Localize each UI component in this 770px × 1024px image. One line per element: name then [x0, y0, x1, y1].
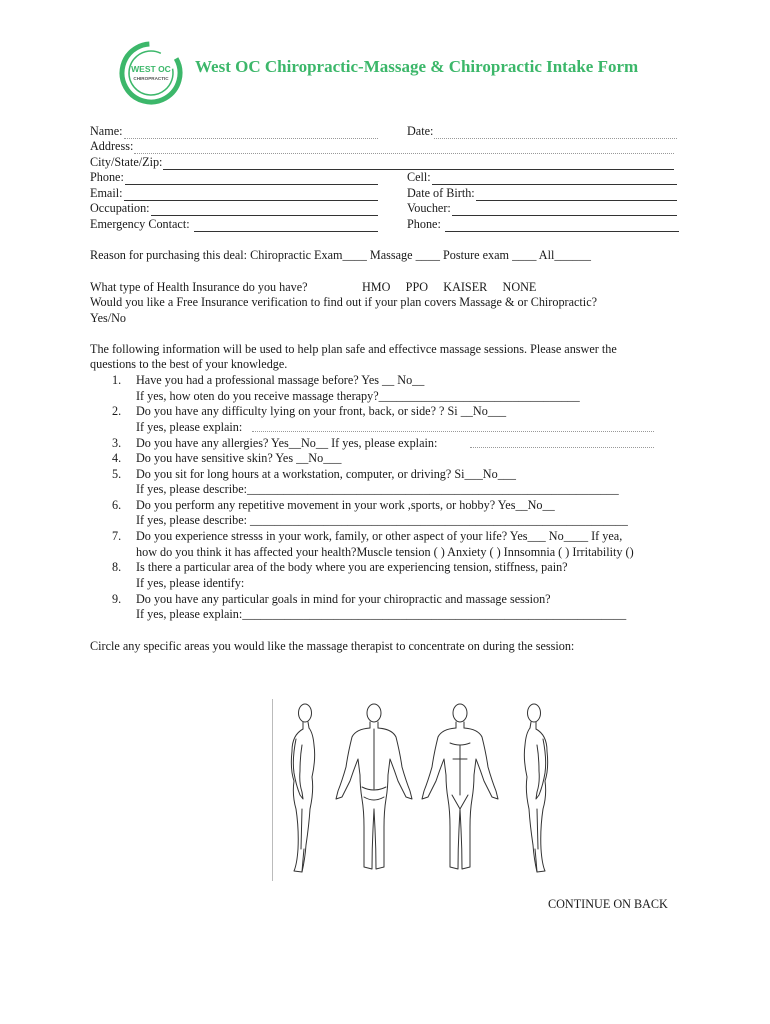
emergency-phone-field[interactable] — [407, 217, 679, 232]
body-figure-front[interactable] — [422, 704, 498, 869]
body-figure-side-right[interactable] — [524, 704, 547, 872]
question-number: 1. — [112, 373, 122, 387]
insurance-verification: Would you like a Free Insurance verification to find out if your plan covers Massage & or Chiropractic? — [90, 295, 598, 309]
question-text: Do you experience stresss in your work, family, or other aspect of your life? Yes___ No____ If yea, — [136, 529, 623, 543]
name-label: Name: — [90, 124, 123, 138]
question-text: If yes, please describe: ______________________________________________________________ — [136, 513, 628, 527]
phone-field[interactable] — [90, 170, 378, 185]
date-field[interactable] — [407, 124, 677, 139]
body-diagram[interactable] — [272, 699, 572, 881]
phone-label: Phone: — [90, 170, 124, 184]
address-label: Address: — [90, 139, 134, 153]
list-item[interactable] — [0, 467, 770, 482]
list-item[interactable] — [0, 498, 770, 513]
question-number: 3. — [112, 436, 122, 450]
list-item[interactable] — [0, 436, 770, 451]
question-text: Do you perform any repetitive movement in your work ,sports, or hobby? Yes__No__ — [136, 498, 555, 512]
body-figure-side-left[interactable] — [291, 704, 314, 872]
insurance-question: What type of Health Insurance do you have? — [90, 280, 308, 294]
voucher-field[interactable] — [407, 201, 677, 216]
cell-label: Cell: — [407, 170, 431, 184]
reason-line[interactable]: Reason for purchasing this deal: Chiropractic Exam____ Massage ____ Posture exam ____ All______ — [90, 248, 591, 262]
voucher-label: Voucher: — [407, 201, 451, 215]
clinic-logo — [117, 39, 185, 107]
list-item[interactable] — [0, 545, 770, 560]
question-number: 2. — [112, 404, 122, 418]
intro-line-2: questions to the best of your knowledge. — [90, 357, 288, 371]
list-item[interactable] — [0, 482, 770, 497]
occupation-label: Occupation: — [90, 201, 150, 215]
list-item[interactable] — [0, 607, 770, 622]
question-text: Do you have any difficulty lying on your front, back, or side? ? Si __No___ — [136, 404, 507, 418]
city-state-zip-field[interactable] — [90, 155, 674, 170]
question-number: 7. — [112, 529, 122, 543]
question-text: If yes, please explain: — [136, 420, 243, 434]
list-item[interactable] — [0, 576, 770, 591]
list-item[interactable] — [0, 373, 770, 388]
question-number: 4. — [112, 451, 122, 465]
list-item[interactable] — [0, 560, 770, 575]
question-number: 6. — [112, 498, 122, 512]
insurance-options[interactable]: HMO PPO KAISER NONE — [362, 280, 537, 294]
body-figure-back[interactable] — [336, 704, 412, 869]
form-title: West OC Chiropractic-Massage & Chiropractic Intake Form — [195, 57, 639, 76]
city-state-zip-label: City/State/Zip: — [90, 155, 163, 169]
insurance-yes-no[interactable]: Yes/No — [90, 311, 127, 325]
question-text: how do you think it has affected your health?Muscle tension ( ) Anxiety ( ) Innsomnia ( ) Irritability () — [136, 545, 634, 559]
dob-label: Date of Birth: — [407, 186, 475, 200]
question-text: If yes, please describe:_____________________________________________________________ — [136, 482, 619, 496]
cell-field[interactable] — [407, 170, 677, 185]
email-label: Email: — [90, 186, 123, 200]
emergency-phone-label: Phone: — [407, 217, 441, 231]
list-item[interactable] — [0, 513, 770, 528]
question-number: 5. — [112, 467, 122, 481]
list-item[interactable] — [0, 420, 770, 435]
list-item[interactable] — [0, 451, 770, 466]
emergency-contact-field[interactable] — [90, 217, 378, 232]
logo-text-bottom: CHIROPRACTIC — [133, 76, 169, 81]
question-text: If yes, please identify: — [136, 576, 245, 590]
question-text: Do you have any particular goals in mind for your chiropractic and massage session? — [136, 592, 551, 606]
question-number: 9. — [112, 592, 122, 606]
list-item[interactable] — [0, 389, 770, 404]
question-text: Do you sit for long hours at a workstation, computer, or driving? Si___No___ — [136, 467, 516, 481]
question-text: If yes, how oten do you receive massage therapy?_________________________________ — [136, 389, 580, 403]
question-text: Do you have any allergies? Yes__No__ If yes, please explain: — [136, 436, 438, 450]
answer-line[interactable] — [470, 447, 654, 448]
address-field[interactable] — [90, 139, 674, 154]
circle-instruction: Circle any specific areas you would like the massage therapist to concentrate on during the session: — [90, 639, 575, 653]
continue-on-back: CONTINUE ON BACK — [548, 897, 668, 911]
list-item[interactable] — [0, 404, 770, 419]
name-field[interactable] — [90, 124, 378, 139]
list-item[interactable] — [0, 592, 770, 607]
question-text: Do you have sensitive skin? Yes __No___ — [136, 451, 342, 465]
question-text: Have you had a professional massage before? Yes __ No__ — [136, 373, 425, 387]
email-field[interactable] — [90, 186, 378, 201]
question-text: If yes, please explain:_______________________________________________________________ — [136, 607, 627, 621]
question-number: 8. — [112, 560, 122, 574]
occupation-field[interactable] — [90, 201, 378, 216]
logo-text-top: WEST OC — [131, 64, 171, 74]
question-text: Is there a particular area of the body where you are experiencing tension, stiffness, pain? — [136, 560, 568, 574]
date-label: Date: — [407, 124, 434, 138]
emergency-contact-label: Emergency Contact: — [90, 217, 190, 231]
list-item[interactable] — [0, 529, 770, 544]
dob-field[interactable] — [407, 186, 677, 201]
intro-line-1: The following information will be used to help plan safe and effectivce massage sessions. Please answer the — [90, 342, 617, 356]
answer-line[interactable] — [252, 431, 654, 432]
